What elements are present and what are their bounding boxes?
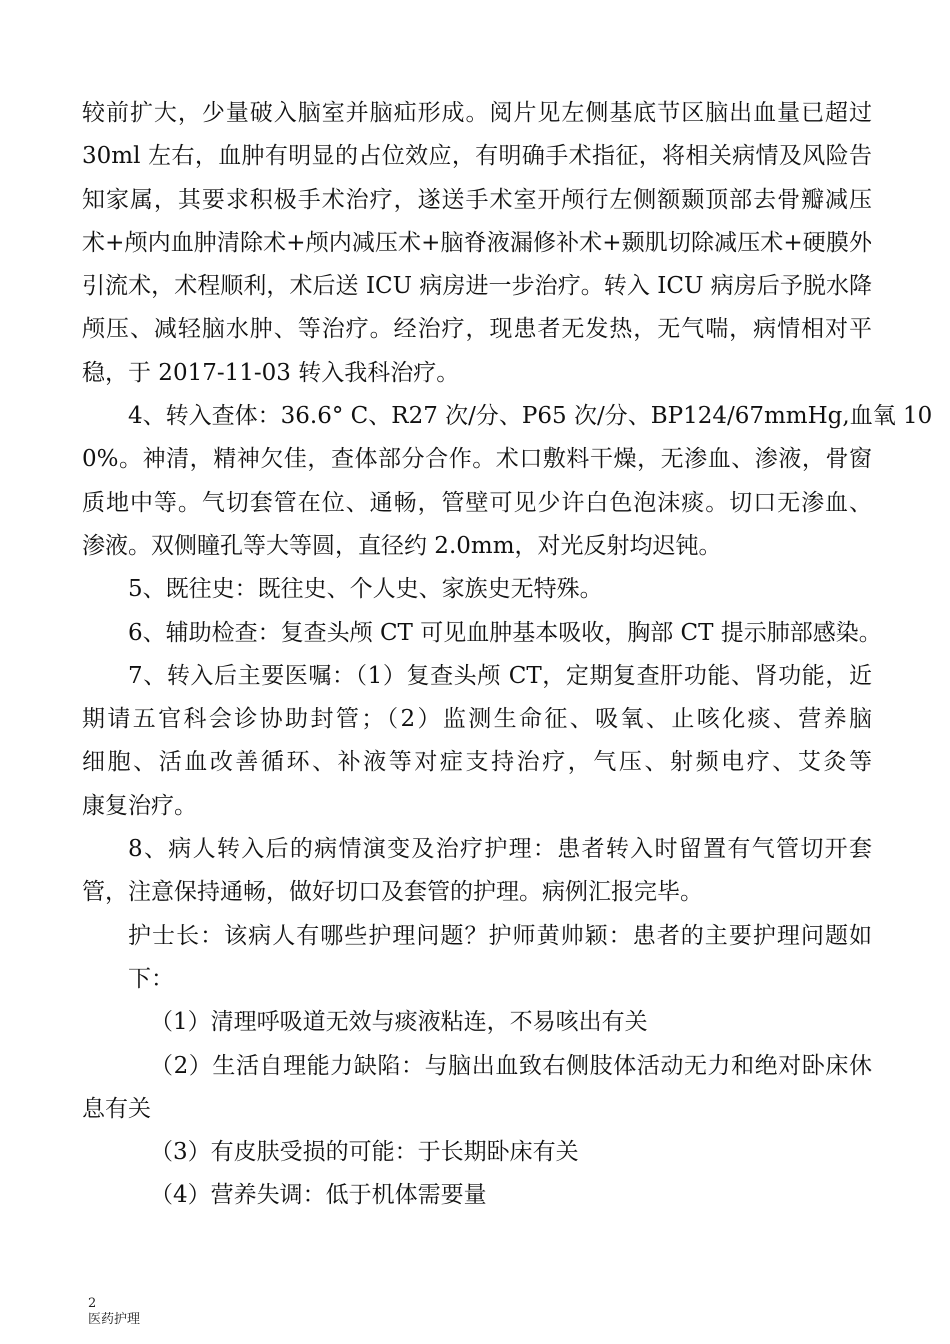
text-line: 期请五官科会诊协助封管；（2）监测生命征、吸氧、止咳化痰、营养脑 bbox=[82, 706, 872, 733]
text-line: 0%。神清，精神欠佳，查体部分合作。术口敷料干燥，无渗血、渗液，骨窗 bbox=[82, 446, 872, 473]
document-body bbox=[82, 92, 933, 1218]
text-line: 30ml 左右，血肿有明显的占位效应，有明确手术指征，将相关病情及风险告 bbox=[82, 143, 872, 170]
text-line: 知家属，其要求积极手术治疗，遂送手术室开颅行左侧额颞顶部去骨瓣减压 bbox=[82, 186, 872, 213]
text-line: 渗液。双侧瞳孔等大等圆，直径约 2.0mm，对光反射均迟钝。 bbox=[82, 532, 722, 559]
page-number: 2 bbox=[88, 1296, 97, 1311]
text-line: 康复治疗。 bbox=[82, 792, 197, 819]
paragraph-first-line: 护士长：该病人有哪些护理问题？护师黄帅颖：患者的主要护理问题如 bbox=[128, 922, 872, 949]
paragraph-first-line: 5、既往史：既往史、个人史、家族史无特殊。 bbox=[128, 576, 603, 603]
text-line: 管，注意保持通畅，做好切口及套管的护理。病例汇报完毕。 bbox=[82, 879, 703, 906]
text-line: 细胞、活血改善循环、补液等对症支持治疗，气压、射频电疗、艾灸等 bbox=[82, 749, 872, 776]
paragraph-first-line: 6、辅助检查：复查头颅 CT 可见血肿基本吸收，胸部 CT 提示肺部感染。 bbox=[128, 619, 882, 646]
footer-label: 医药护理 bbox=[88, 1312, 141, 1327]
list-item: （1）清理呼吸道无效与痰液粘连，不易咳出有关 bbox=[150, 1009, 648, 1036]
text-line: 稳，于 2017-11-03 转入我科治疗。 bbox=[82, 359, 460, 386]
text-line: 质地中等。气切套管在位、通畅，管壁可见少许白色泡沫痰。切口无渗血、 bbox=[82, 489, 872, 516]
text-line: 息有关 bbox=[82, 1095, 151, 1122]
text-line: 术+颅内血肿清除术+颅内减压术+脑脊液漏修补术+颞肌切除减压术+硬膜外 bbox=[82, 229, 872, 256]
page-footer bbox=[88, 1296, 140, 1328]
paragraph-first-line: 7、转入后主要医嘱：（1）复查头颅 CT，定期复查肝功能、肾功能，近 bbox=[128, 662, 872, 689]
text-line: 较前扩大，少量破入脑室并脑疝形成。阅片见左侧基底节区脑出血量已超过 bbox=[82, 100, 872, 126]
list-item: （2）生活自理能力缺陷：与脑出血致右侧肢体活动无力和绝对卧床休 bbox=[150, 1052, 872, 1079]
paragraph-first-line: 8、病人转入后的病情演变及治疗护理：患者转入时留置有气管切开套 bbox=[128, 836, 872, 863]
text-line: 下： bbox=[128, 965, 174, 992]
paragraph-first-line: 4、转入查体：36.6° C、R27 次/分、P65 次/分、BP124/67mmHg,血氧 10 bbox=[128, 403, 933, 430]
text-line: 引流术，术程顺利，术后送 ICU 病房进一步治疗。转入 ICU 病房后予脱水降 bbox=[82, 273, 872, 300]
list-item: （4）营养失调：低于机体需要量 bbox=[150, 1182, 487, 1209]
list-item: （3）有皮肤受损的可能：于长期卧床有关 bbox=[150, 1139, 579, 1166]
text-line: 颅压、减轻脑水肿、等治疗。经治疗，现患者无发热，无气喘，病情相对平 bbox=[82, 316, 872, 343]
